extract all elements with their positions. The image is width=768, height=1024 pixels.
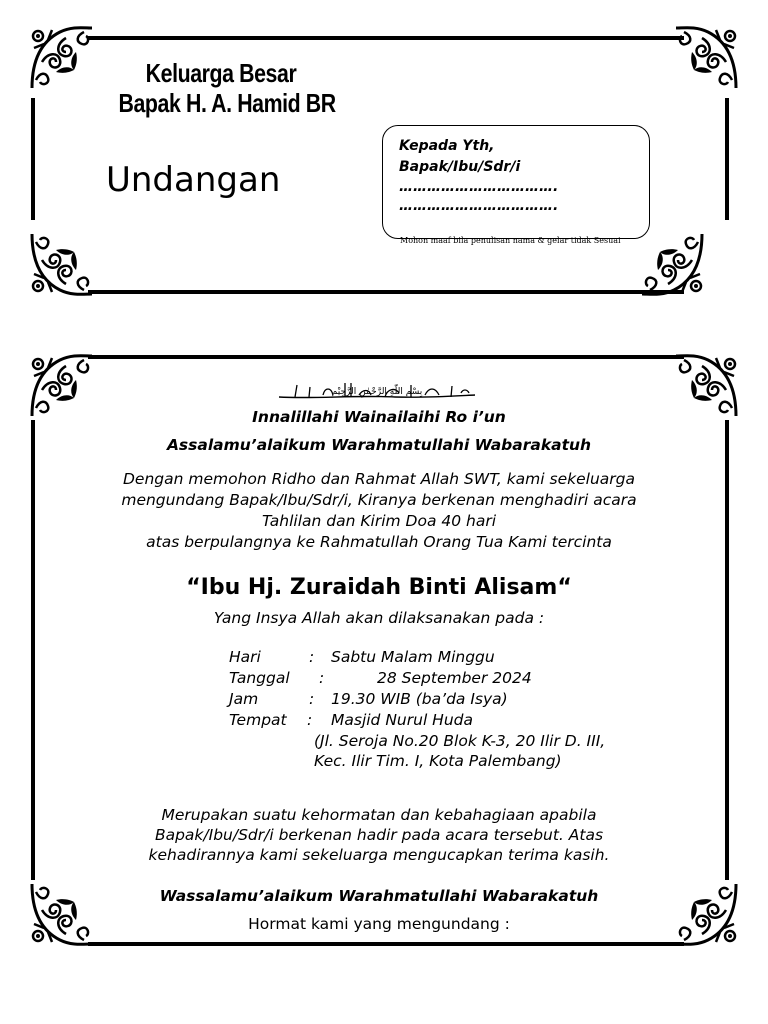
place-address-line: (Jl. Seroja No.20 Blok K-3, 20 Ilir D. III, bbox=[314, 732, 606, 750]
ornament-icon bbox=[636, 228, 708, 300]
closing-line: kehadirannya kami sekeluarga mengucapkan terima kasih. bbox=[148, 846, 610, 864]
closing-line: Bapak/Ibu/Sdr/i berkenan hadir pada acara tersebut. Atas bbox=[154, 826, 604, 844]
ornament-icon bbox=[26, 22, 98, 94]
address-line-4: ……………………………. bbox=[399, 198, 559, 214]
time-separator: : bbox=[309, 690, 315, 708]
ornament-icon bbox=[670, 22, 742, 94]
envelope-border-right bbox=[725, 98, 729, 220]
day-label: Hari bbox=[229, 648, 261, 666]
ornament-icon bbox=[26, 228, 98, 300]
envelope-title: Undangan bbox=[106, 160, 281, 200]
basmalah-text: بِسْمِ اللّٰهِ الرَّحْمٰنِ الرَّحِيْمِ bbox=[331, 387, 423, 397]
intro-line: Tahlilan dan Kirim Doa 40 hari bbox=[261, 512, 497, 530]
basmalah-calligraphy bbox=[275, 377, 480, 405]
date-separator: : bbox=[319, 669, 325, 687]
family-heading bbox=[118, 58, 336, 118]
farewell-line: Wassalamu’alaikum Warahmatullahi Wabarakatuh bbox=[159, 887, 599, 905]
intro-line: mengundang Bapak/Ibu/Sdr/i, Kiranya berkenan menghadiri acara bbox=[121, 491, 637, 509]
date-value: 28 September 2024 bbox=[377, 669, 532, 687]
envelope-border-top bbox=[88, 36, 684, 40]
time-value: 19.30 WIB (ba’da Isya) bbox=[331, 690, 508, 708]
invitation-border-left bbox=[31, 420, 35, 880]
time-label: Jam bbox=[229, 690, 259, 708]
day-separator: : bbox=[309, 648, 315, 666]
address-note: Mohon maaf bila penulisan nama & gelar tidak Sesuai bbox=[400, 236, 621, 245]
invitation-border-bottom bbox=[88, 942, 684, 946]
date-label: Tanggal bbox=[229, 669, 290, 687]
closing-line: Merupakan suatu kehormatan dan kebahagiaan apabila bbox=[161, 806, 597, 824]
invitation-border-top bbox=[88, 355, 684, 359]
address-line-1: Kepada Yth, bbox=[399, 138, 495, 154]
schedule-intro: Yang Insya Allah akan dilaksanakan pada : bbox=[213, 609, 545, 627]
place-separator: : bbox=[307, 711, 313, 729]
family-line-1: Keluarga Besar bbox=[145, 58, 297, 88]
invitation-border-right bbox=[725, 420, 729, 880]
signature-intro: Hormat kami yang mengundang : bbox=[248, 915, 510, 933]
deceased-name: “Ibu Hj. Zuraidah Binti Alisam“ bbox=[186, 575, 572, 600]
place-value: Masjid Nurul Huda bbox=[331, 711, 473, 729]
address-line-2: Bapak/Ibu/Sdr/i bbox=[399, 159, 521, 175]
address-line-3: ……………………………. bbox=[399, 179, 559, 195]
envelope-border-bottom bbox=[88, 290, 684, 294]
family-line-2: Bapak H. A. Hamid BR bbox=[118, 88, 336, 118]
innalillahi-line: Innalillahi Wainailaihi Ro i’un bbox=[252, 408, 506, 426]
greeting-line: Assalamu’alaikum Warahmatullahi Wabarakatuh bbox=[166, 436, 592, 454]
address-box bbox=[382, 125, 650, 239]
place-address-line: Kec. Ilir Tim. I, Kota Palembang) bbox=[314, 752, 562, 770]
day-value: Sabtu Malam Minggu bbox=[331, 648, 495, 666]
intro-line: Dengan memohon Ridho dan Rahmat Allah SWT, kami sekeluarga bbox=[123, 470, 635, 488]
place-label: Tempat bbox=[229, 711, 287, 729]
intro-line: atas berpulangnya ke Rahmatullah Orang Tua Kami tercinta bbox=[146, 533, 612, 551]
envelope-border-left bbox=[31, 98, 35, 220]
